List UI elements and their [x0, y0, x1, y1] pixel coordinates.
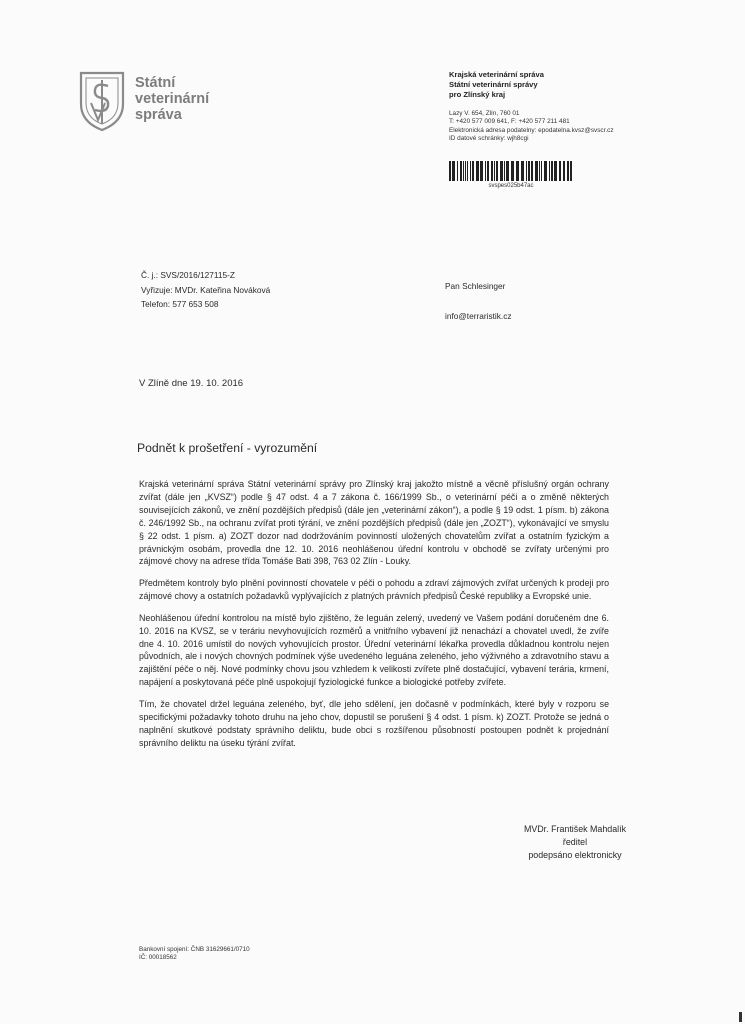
sender-email: Elektronická adresa podatelny: epodatelna.kvsz@svscr.cz: [449, 126, 614, 134]
handled-by: Vyřizuje: MVDr. Kateřina Nováková: [141, 284, 271, 295]
body-paragraph: Krajská veterinární správa Státní veterinární správy pro Zlínský kraj jakožto místně a věcně příslušný orgán ochrany zvířat (dále jen „KVSZ“) podle § 47 odst. 4 a 7 zákona č. 166/1999 Sb., o veterinární péči a o změně některých souvisejících zákonů, ve znění pozdějších předpisů (dále jen „veterinární zákon“), a podle § 19 odst. 1 písm. b) zákona č. 246/1992 Sb., na ochranu zvířat proti týrání, ve znění pozdějších předpisů (dále jen „ZOZT“), vykonávající ve smyslu § 22 odst. 1 písm. a) ZOZT dozor nad dodržováním povinností uložených chovatelům zvířat a ostatním fyzickým a právnickým osobám, provedla dne 12. 10. 2016 neohlášenou úřední kontrolu v obchodě se zvířaty určenými pro zájmové chovy na adrese třída Tomáše Bati 398, 763 02 Zlín - Louky.: [139, 479, 609, 567]
signatory-name: MVDr. František Mahdalík: [523, 824, 627, 834]
barcode-code: svspes025b47ac: [488, 183, 534, 189]
sender-org-line: pro Zlínský kraj: [449, 90, 506, 99]
recipient-email: info@terraristik.cz: [445, 311, 512, 321]
reference-block: [141, 268, 270, 312]
reference-number: Č. j.: SVS/2016/127115-Z: [141, 270, 235, 280]
signature-note: podepsáno elektronicky: [528, 849, 622, 860]
letter-date: V Zlíně dne 19. 10. 2016: [139, 378, 244, 389]
sender-block: [449, 70, 709, 143]
logo-line: veterinární: [135, 91, 210, 107]
bank-details: Bankovní spojení: ČNB 31629661/0710: [139, 946, 250, 953]
sender-phone-fax: T: +420 577 009 641, F: +420 577 211 481: [449, 118, 570, 126]
body-paragraph: Předmětem kontroly bylo plnění povinností chovatele v péči o pohodu a zdraví zájmových zvířat určených k prodeji pro zájmové chovy a ostatních požadavků vyplývajících z platných právních předpisů České republiky a Evropské unie.: [139, 578, 609, 602]
recipient-name: Pan Schlesinger: [445, 281, 506, 291]
sender-org-line: Státní veterinární správy: [449, 80, 538, 89]
svs-emblem-icon: [78, 70, 126, 132]
scan-edge-mark: [739, 1012, 742, 1022]
svs-logo: [78, 70, 228, 132]
letter-subject: Podnět k prošetření - vyrozumění: [137, 441, 318, 455]
logo-line: správa: [135, 107, 182, 123]
signature-block: [500, 823, 650, 862]
company-id: IČ: 00018562: [139, 954, 177, 961]
sender-org-line: Krajská veterinární správa: [449, 70, 544, 79]
body-paragraph: Neohlášenou úřední kontrolou na místě bylo zjištěno, že leguán zelený, uvedený ve Vašem podání doručeném dne 6. 10. 2016 na KVSZ, se v teráriu nevyhovujících rozměrů a vnitřního vybavení již nenachází a chovatel uvedl, že zvíře dne 4. 10. 2016 umístil do nových vyhovujících prostor. Úřední veterinární lékařka provedla důkladnou kontrolu nejen původních, ale i nových chovných podmínek výše uvedeného leguána zeleného, jeho výživného a zdravotního stavu a zajištění péče o něj. Nové podmínky chovu jsou vzhledem k velikosti zvířete plně dostačující, vybavení terária, krmení, napájení a poskytovaná péče plně uspokojují fyziologické funkce a biologické potřeby zvířete.: [139, 612, 609, 688]
sender-address: Lazy V. 654, Zlín, 760 01: [449, 110, 520, 117]
body-paragraph: Tím, že chovatel držel leguána zeleného, byť, dle jeho sdělení, jen dočasně v podmínkách, které byly v rozporu se specifickými požadavky tohoto druhu na jeho chov, dopustil se porušení § 4 odst. 1 písm. k) ZOZT. Protože se jedná o naplnění skutkové podstaty správního deliktu, bude obci s rozšířenou působností postoupen podnět k projednání správního deliktu na úseku týrání zvířat.: [139, 698, 609, 748]
signatory-title: ředitel: [562, 836, 588, 847]
phone: Telefon: 577 653 508: [141, 299, 219, 309]
logo-wordmark: [135, 75, 209, 123]
barcode-icon: [449, 161, 573, 181]
sender-databox: ID datové schránky: wjh8cgi: [449, 134, 529, 142]
letter-body: [139, 478, 609, 758]
logo-line: Státní: [135, 75, 176, 91]
footer: [139, 946, 250, 962]
